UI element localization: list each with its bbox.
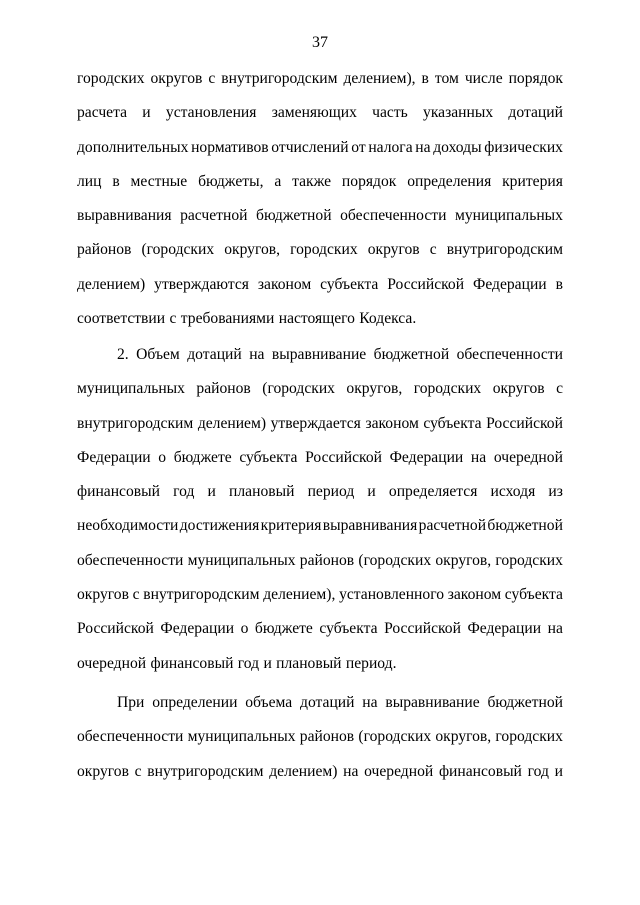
text-line: выравнивания расчетной бюджетной обеспеченности муниципальных: [77, 207, 563, 225]
text-line: необходимости достижения критерия выравнивания расчетной бюджетной: [77, 517, 563, 535]
text-line: районов (городских округов, городских округов с внутригородским: [77, 241, 563, 259]
text-line: Российской Федерации о бюджете субъекта Российской Федерации на: [77, 620, 563, 638]
text-line: городских округов с внутригородским делением), в том числе порядок: [77, 70, 563, 87]
text-line: очередной финансовый год и плановый период.: [77, 654, 397, 672]
text-line: 2. Объем дотаций на выравнивание бюджетной обеспеченности: [117, 346, 563, 363]
text-line: Федерации о бюджете субъекта Российской Федерации на очередной: [77, 448, 563, 466]
text-line: муниципальных районов (городских округов, городских округов с: [77, 380, 563, 398]
paragraph-2: [77, 338, 563, 681]
text-line: внутригородским делением) утверждается законом субъекта Российской: [77, 414, 563, 432]
text-line: финансовый год и плановый период и определяется исходя из: [77, 483, 563, 501]
text-line: При определении объема дотаций на выравнивание бюджетной: [117, 694, 563, 711]
text-line: расчета и установления заменяющих часть указанных дотаций: [77, 104, 563, 122]
text-line: округов с внутригородским делением) на очередной финансовый год и: [77, 762, 563, 780]
page-number: 37: [312, 34, 328, 51]
paragraph-3: [77, 686, 563, 789]
text-line: лиц в местные бюджеты, а также порядок определения критерия: [77, 172, 563, 190]
text-line: округов с внутригородским делением), установленного законом субъекта: [77, 586, 563, 604]
text-line: дополнительных нормативов отчислений от налога на доходы физических: [77, 138, 563, 156]
text-line: делением) утверждаются законом субъекта Российской Федерации в: [77, 275, 563, 293]
text-line: соответствии с требованиями настоящего Кодекса.: [77, 310, 417, 328]
text-line: обеспеченности муниципальных районов (городских округов, городских: [77, 551, 563, 569]
text-line: обеспеченности муниципальных районов (городских округов, городских: [77, 728, 563, 746]
paragraph-1: [77, 62, 563, 336]
